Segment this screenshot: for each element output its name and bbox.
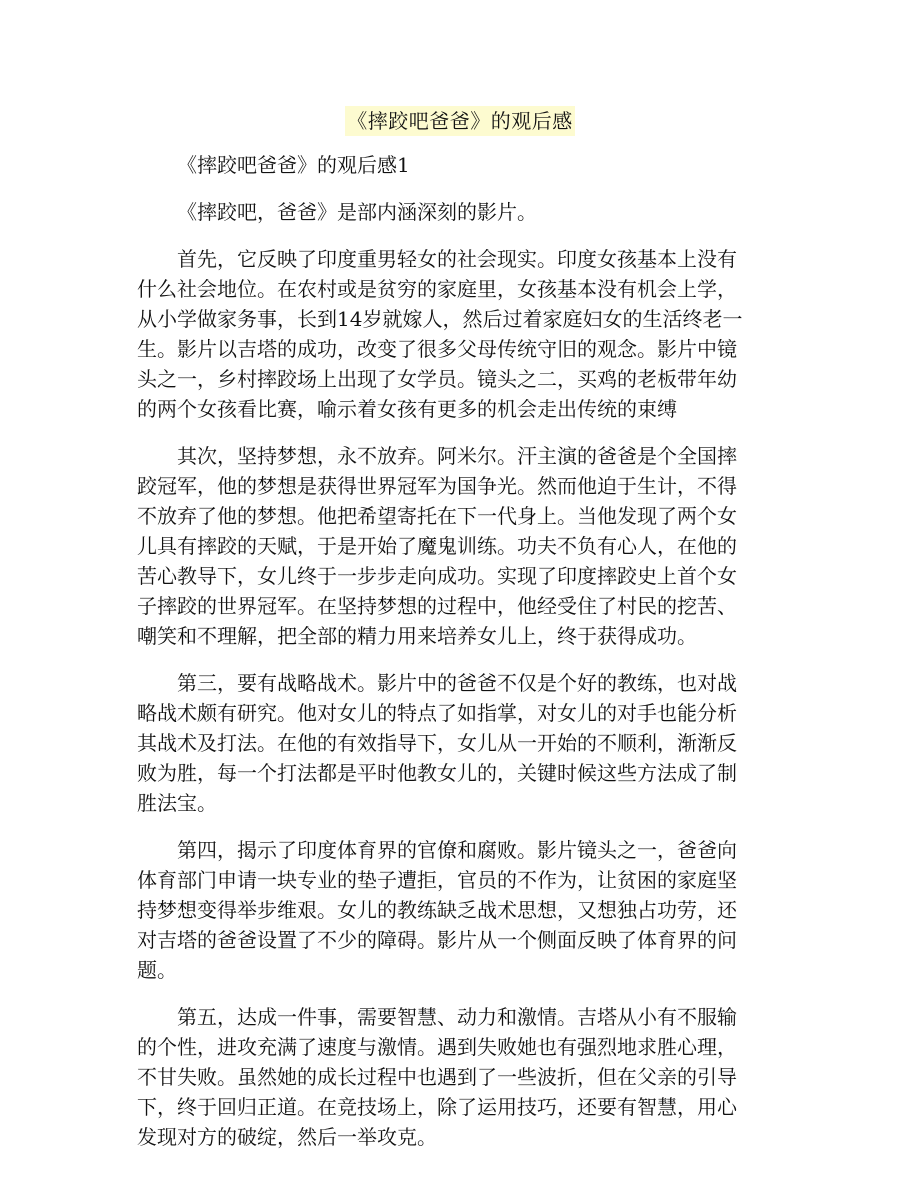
paragraph-line: 其战术及打法。在他的有效指导下，女儿从一开始的不顺利，渐渐反 xyxy=(137,731,737,755)
paragraph-line: 生。影片以吉塔的成功，改变了很多父母传统守旧的观念。影片中镜 xyxy=(137,337,737,361)
section-heading: 《摔跤吧爸爸》的观后感1 xyxy=(177,153,410,177)
paragraph-line: 体育部门申请一块专业的垫子遭拒，官员的不作为，让贫困的家庭坚 xyxy=(137,868,737,892)
paragraph-2 xyxy=(137,441,777,651)
paragraph-line: 头之一，乡村摔跤场上出现了女学员。镜头之二，买鸡的老板带年幼 xyxy=(137,367,737,391)
paragraph-line: 跤冠军，他的梦想是获得世界冠军为国争光。然而他迫于生计，不得 xyxy=(137,474,737,498)
paragraph-line: 第三，要有战略战术。影片中的爸爸不仅是个好的教练，也对战 xyxy=(177,671,737,695)
paragraph-line: 对吉塔的爸爸设置了不少的障碍。影片从一个侧面反映了体育界的问 xyxy=(137,928,737,952)
document-title: 《摔跤吧爸爸》的观后感 xyxy=(345,106,575,136)
paragraph-line: 第四，揭示了印度体育界的官僚和腐败。影片镜头之一，爸爸向 xyxy=(177,838,737,862)
paragraph-line: 败为胜，每一个打法都是平时他教女儿的，关键时候这些方法成了制 xyxy=(137,761,737,785)
paragraph-line: 胜法宝。 xyxy=(137,791,217,815)
paragraph-gap xyxy=(137,180,777,197)
paragraph-line: 的个性，进攻充满了速度与激情。遇到失败她也有强烈地求胜心理， xyxy=(137,1035,737,1059)
paragraph-gap xyxy=(137,651,777,668)
paragraph-3 xyxy=(137,668,777,818)
paragraph-line: 嘲笑和不理解，把全部的精力用来培养女儿上，终于获得成功。 xyxy=(137,624,697,648)
paragraph-line: 儿具有摔跤的天赋，于是开始了魔鬼训练。功夫不负有心人，在他的 xyxy=(137,534,737,558)
paragraph-1 xyxy=(137,244,777,424)
title-container xyxy=(0,106,920,136)
paragraph-line: 的两个女孩看比赛，喻示着女孩有更多的机会走出传统的束缚 xyxy=(137,397,677,421)
paragraph-gap xyxy=(137,424,777,441)
paragraph-line: 第五，达成一件事，需要智慧、动力和激情。吉塔从小有不服输 xyxy=(177,1005,737,1029)
paragraph-gap xyxy=(137,227,777,244)
paragraph-line: 持梦想变得举步维艰。女儿的教练缺乏战术思想，又想独占功劳，还 xyxy=(137,898,737,922)
paragraph-line: 发现对方的破绽，然后一举攻克。 xyxy=(137,1125,437,1149)
paragraph-gap xyxy=(137,818,777,835)
paragraph-4 xyxy=(137,835,777,985)
paragraph-line: 不放弃了他的梦想。他把希望寄托在下一代身上。当他发现了两个女 xyxy=(137,504,737,528)
paragraph-line: 其次，坚持梦想，永不放弃。阿米尔。汗主演的爸爸是个全国摔 xyxy=(177,444,737,468)
document-body xyxy=(137,150,777,1152)
paragraph-gap xyxy=(137,985,777,1002)
paragraph-line: 题。 xyxy=(137,958,177,982)
paragraph-line: 苦心教导下，女儿终于一步步走向成功。实现了印度摔跤史上首个女 xyxy=(137,564,737,588)
intro-paragraph: 《摔跤吧，爸爸》是部内涵深刻的影片。 xyxy=(177,200,537,224)
paragraph-5 xyxy=(137,1002,777,1152)
paragraph-line: 从小学做家务事，长到14岁就嫁人，然后过着家庭妇女的生活终老一 xyxy=(137,307,743,331)
paragraph-line: 略战术颇有研究。他对女儿的特点了如指掌，对女儿的对手也能分析 xyxy=(137,701,737,725)
paragraph-line: 不甘失败。虽然她的成长过程中也遇到了一些波折，但在父亲的引导 xyxy=(137,1065,737,1089)
paragraph-line: 首先，它反映了印度重男轻女的社会现实。印度女孩基本上没有 xyxy=(177,247,737,271)
paragraph-line: 什么社会地位。在农村或是贫穷的家庭里，女孩基本没有机会上学， xyxy=(137,277,737,301)
paragraph-line: 下，终于回归正道。在竞技场上，除了运用技巧，还要有智慧，用心 xyxy=(137,1095,737,1119)
paragraph-line: 子摔跤的世界冠军。在坚持梦想的过程中，他经受住了村民的挖苦、 xyxy=(137,594,737,618)
